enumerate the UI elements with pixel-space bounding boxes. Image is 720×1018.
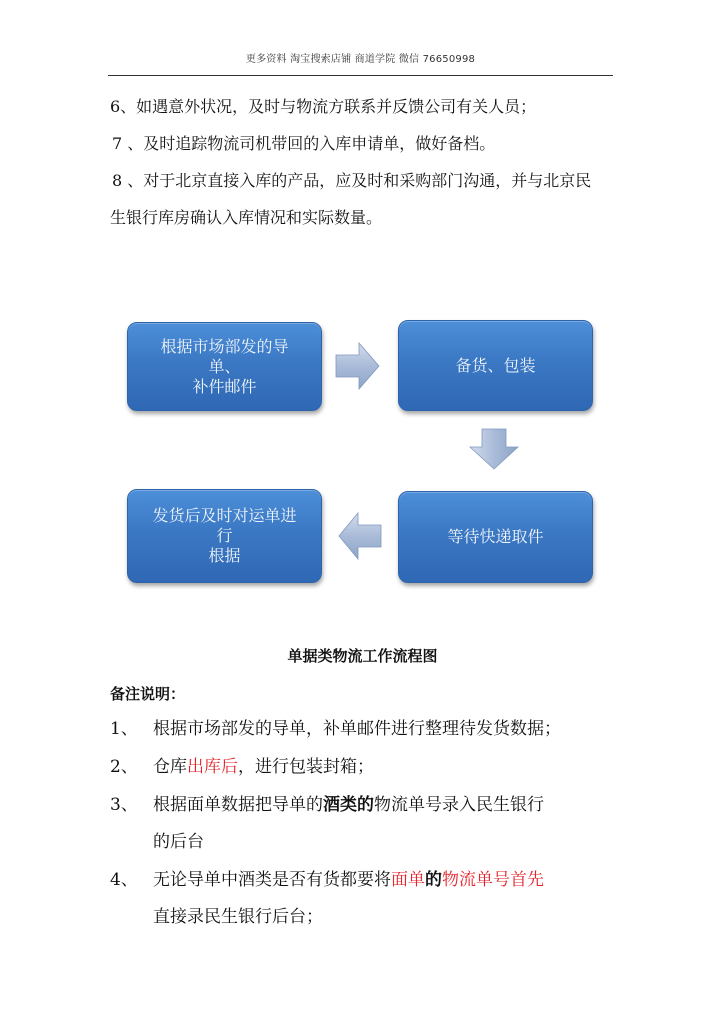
paragraph-8-line1: 8 、对于北京直接入库的产品，应及时和采购部门沟通，并与北京民 (112, 171, 592, 190)
note-number: 1、 (110, 719, 138, 739)
note-text-highlight: 出库后 (187, 757, 238, 777)
header-divider (108, 75, 613, 76)
note-text-plain: 无论导单中酒类是否有货都要将 (153, 870, 391, 890)
flow-step-1 (127, 322, 322, 411)
flow-step-3 (398, 491, 593, 583)
flow-step-1-line2: 补件邮件 (192, 376, 257, 396)
note-text-highlight: 物流单号首先 (442, 870, 544, 890)
paragraph-7: 7 、及时追踪物流司机带回的入库申请单，做好备档。 (112, 134, 496, 153)
paragraph-6: 6、如遇意外状况，及时与物流方联系并反馈公司有关人员； (110, 97, 537, 116)
note-number: 3、 (110, 795, 138, 815)
flow-step-4-line2: 根据 (208, 546, 241, 565)
note-text-plain: ，进行包装封箱； (238, 757, 374, 777)
note-text-plain: 物流单号录入民生银行 (374, 795, 544, 815)
paragraph-8-line2: 生银行库房确认入库情况和实际数量。 (110, 208, 383, 227)
note-text-plain: 根据面单数据把导单的 (153, 795, 323, 815)
flow-step-2 (398, 320, 593, 411)
note-text: 直接录民生银行后台； (153, 907, 323, 927)
arrow-down-icon (469, 428, 519, 470)
note-text-bold: 的 (425, 870, 442, 890)
note-number: 4、 (110, 870, 138, 890)
arrow-left-icon (338, 512, 382, 560)
flow-step-1-line1: 根据市场部发的导单、 (160, 336, 289, 376)
notes-title: 备注说明： (110, 685, 186, 703)
flow-step-2-line1: 备货、包装 (455, 355, 536, 375)
note-text (153, 756, 374, 778)
note-text: 根据市场部发的导单，补单邮件进行整理待发货数据； (153, 719, 561, 739)
arrow-right-icon (335, 342, 380, 390)
note-text (153, 794, 544, 816)
flow-step-4 (127, 489, 322, 583)
note-text-plain: 仓库 (153, 757, 187, 777)
page-header: 更多资料 淘宝搜索店铺 商道学院 微信 76650998 (245, 54, 476, 65)
note-text-bold: 酒类的 (323, 795, 374, 815)
flow-step-4-line1: 发货后及时对运单进行 (152, 506, 297, 545)
note-number: 2、 (110, 757, 138, 777)
note-text: 的后台 (153, 832, 204, 852)
note-text (153, 869, 544, 891)
flowchart-caption: 单据类物流工作流程图 (287, 647, 438, 665)
note-text-highlight: 面单 (391, 870, 425, 890)
flow-step-3-line1: 等待快递取件 (447, 527, 544, 546)
